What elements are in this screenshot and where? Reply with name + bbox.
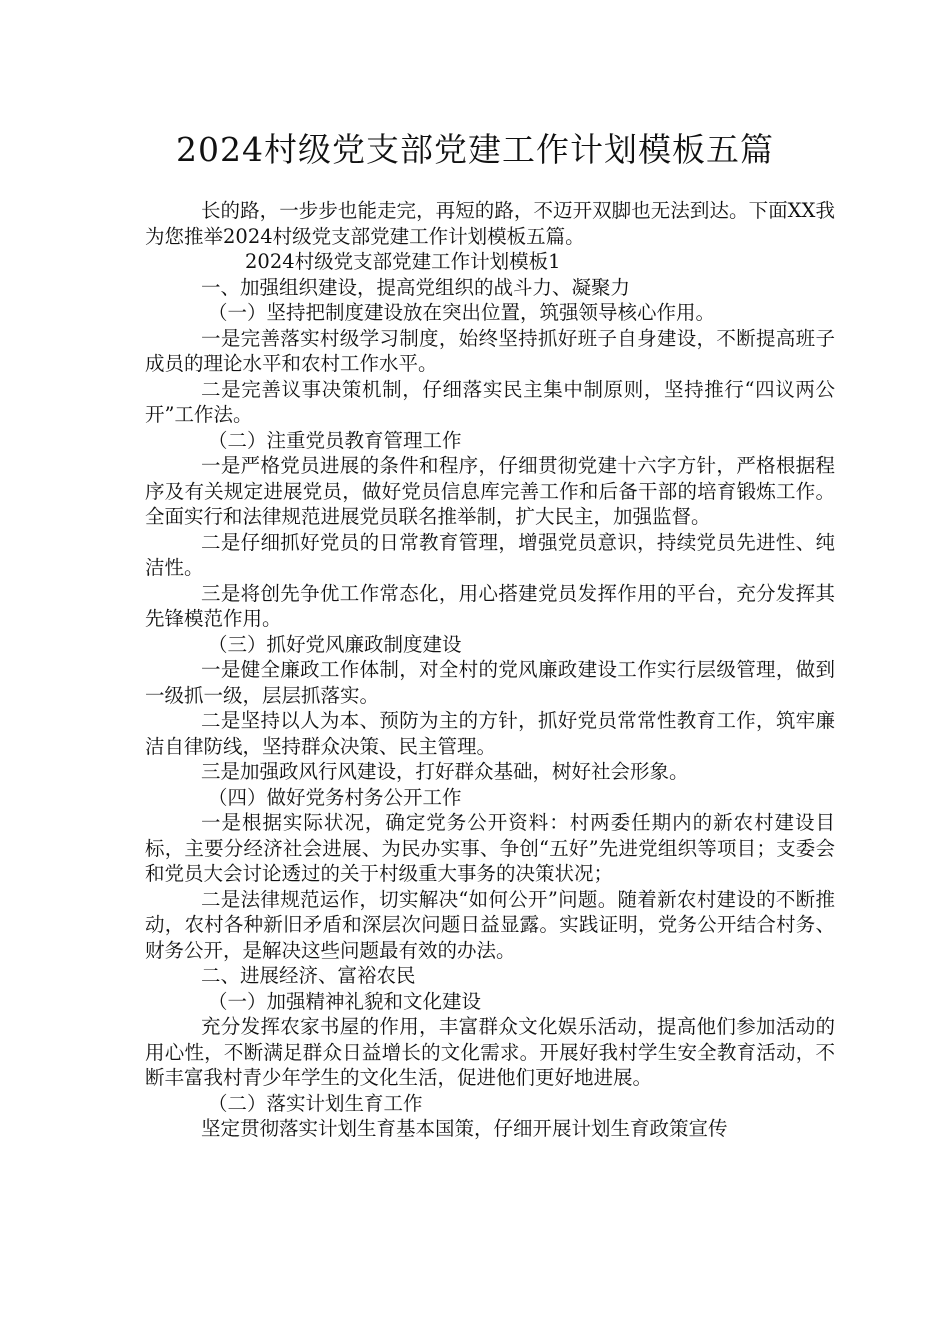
- subsection-heading: （四）做好党务村务公开工作: [208, 785, 462, 809]
- body-paragraph: 一是完善落实村级学习制度，始终坚持抓好班子自身建设，不断提高班子成员的理论水平和农村工作水平。: [145, 326, 835, 375]
- subsection-heading: （一）加强精神礼貌和文化建设: [208, 989, 482, 1013]
- document-body: [145, 198, 835, 1142]
- body-paragraph: 二、进展经济、富裕农民: [201, 964, 416, 987]
- body-paragraph: 三是加强政风行风建设，打好群众基础，树好社会形象。: [201, 760, 689, 783]
- document-title: 2024村级党支部党建工作计划模板五篇: [176, 130, 774, 169]
- body-paragraph: 一、加强组织建设，提高党组织的战斗力、凝聚力: [201, 275, 631, 299]
- section-heading: 2024村级党支部党建工作计划模板1: [245, 250, 561, 273]
- subsection-heading: （二）注重党员教育管理工作: [208, 428, 462, 452]
- body-paragraph: 坚定贯彻落实计划生育基本国策，仔细开展计划生育政策宣传: [201, 1117, 728, 1140]
- body-paragraph: 三是将创先争优工作常态化，用心搭建党员发挥作用的平台，充分发挥其先锋模范作用。: [145, 581, 835, 630]
- body-paragraph: 二是坚持以人为本、预防为主的方针，抓好党员常常性教育工作，筑牢廉洁自律防线，坚持群众决策、民主管理。: [145, 709, 835, 758]
- subsection-heading: （二）落实计划生育工作: [208, 1091, 423, 1115]
- body-paragraph: 二是仔细抓好党员的日常教育管理，增强党员意识，持续党员先进性、纯洁性。: [145, 530, 835, 579]
- body-paragraph: 一是健全廉政工作体制，对全村的党风廉政建设工作实行层级管理，做到一级抓一级，层层抓落实。: [145, 658, 835, 707]
- subsection-heading: （三）抓好党风廉政制度建设: [208, 632, 462, 656]
- body-paragraph: 二是法律规范运作，切实解决“如何公开”问题。随着新农村建设的不断推动，农村各种新旧矛盾和深层次问题日益显露。实践证明，党务公开结合村务、财务公开，是解决这些问题最有效的办法。: [145, 887, 835, 962]
- body-paragraph: 充分发挥农家书屋的作用，丰富群众文化娱乐活动，提高他们参加活动的用心性，不断满足群众日益增长的文化需求。开展好我村学生安全教育活动，不断丰富我村青少年学生的文化生活，促进他们更好地进展。: [145, 1015, 835, 1089]
- body-paragraph: 长的路，一步步也能走完，再短的路，不迈开双脚也无法到达。下面XX我为您推举2024村级党支部党建工作计划模板五篇。: [145, 199, 835, 248]
- body-paragraph: 一是根据实际状况，确定党务公开资料：村两委任期内的新农村建设目标，主要分经济社会进展、为民办实事、争创“五好”先进党组织等项目；支委会和党员大会讨论透过的关于村级重大事务的决策状况；: [145, 811, 835, 885]
- body-paragraph: 一是严格党员进展的条件和程序，仔细贯彻党建十六字方针，严格根据程序及有关规定进展党员，做好党员信息库完善工作和后备干部的培育锻炼工作。全面实行和法律规范进展党员联名推举制，扩大民主，加强监督。: [145, 454, 835, 528]
- subsection-heading: （一）坚持把制度建设放在突出位置，筑强领导核心作用。: [208, 301, 716, 324]
- body-paragraph: 二是完善议事决策机制，仔细落实民主集中制原则，坚持推行“四议两公开”工作法。: [145, 377, 835, 426]
